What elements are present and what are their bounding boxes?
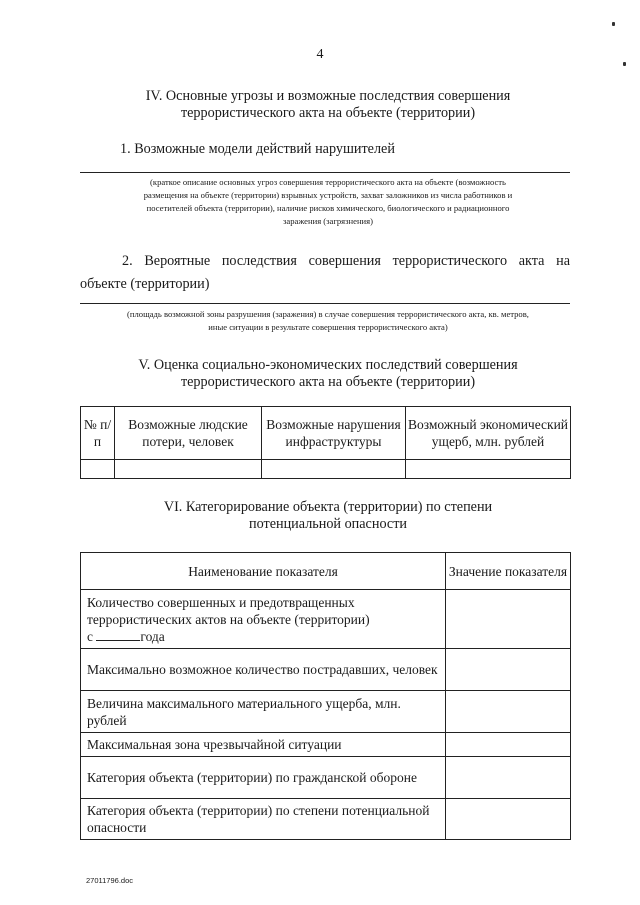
indicator-value[interactable] bbox=[446, 691, 571, 733]
indicator-value[interactable] bbox=[446, 590, 571, 649]
scan-mark bbox=[623, 62, 626, 66]
fill-line bbox=[80, 172, 570, 173]
indicator-value[interactable] bbox=[446, 799, 571, 840]
table-row bbox=[81, 649, 571, 691]
item-1-note: (краткое описание основных угроз совершения террористического акта на объекте (возможность размещения на объекте (территории) взрывных устройств, захват заложников из числа работников и посетителей объекта (территории), наличие рисков химического, биологического и радиационного заражения (загрязнения) bbox=[143, 177, 513, 226]
section-5-title: V. Оценка социально-экономических последствий совершения террористического акта на объекте (территории) bbox=[138, 357, 518, 390]
section-6-title: VI. Категорирование объекта (территории) по степени потенциальной опасности bbox=[163, 499, 493, 532]
item-2-note: (площадь возможной зоны разрушения (заражения) в случае совершения террористического акта, кв. метров, иные ситуации в результате совершения террористического акта) bbox=[127, 309, 529, 332]
table-header-row bbox=[81, 553, 571, 590]
table-row bbox=[81, 590, 571, 649]
indicator-value[interactable] bbox=[446, 733, 571, 757]
table-row bbox=[81, 733, 571, 757]
indicator-name: Максимально возможное количество пострадавших, человек bbox=[81, 649, 446, 691]
col-header-infrastructure: Возможные нарушения инфраструктуры bbox=[262, 407, 406, 460]
table-cell[interactable] bbox=[81, 460, 115, 479]
col-header-losses: Возможные людские потери, человек bbox=[115, 407, 262, 460]
table-cell[interactable] bbox=[262, 460, 406, 479]
indicator-name: Категория объекта (территории) по гражданской обороне bbox=[81, 757, 446, 799]
indicator-name: Максимальная зона чрезвычайной ситуации bbox=[81, 733, 446, 757]
col-header-indicator: Наименование показателя bbox=[81, 553, 446, 590]
table-row bbox=[81, 757, 571, 799]
page-number: 4 bbox=[316, 47, 324, 62]
table-row bbox=[81, 691, 571, 733]
year-blank[interactable] bbox=[96, 628, 140, 641]
indicator-value[interactable] bbox=[446, 649, 571, 691]
item-2-title: 2. Вероятные последствия совершения террористического акта на объекте (территории) bbox=[80, 253, 570, 292]
table-cell[interactable] bbox=[406, 460, 571, 479]
file-name: 27011796.doc bbox=[86, 876, 133, 885]
table-row bbox=[81, 460, 571, 479]
indicator-name: Категория объекта (территории) по степени потенциальной опасности bbox=[81, 799, 446, 840]
section-4-title: IV. Основные угрозы и возможные последствия совершения террористического акта на объекте (территории) bbox=[145, 88, 511, 121]
consequences-table bbox=[80, 406, 571, 479]
indicator-value[interactable] bbox=[446, 757, 571, 799]
item-1-title: 1. Возможные модели действий нарушителей bbox=[120, 141, 395, 157]
table-row bbox=[81, 799, 571, 840]
col-header-number: № п/п bbox=[81, 407, 115, 460]
scan-mark bbox=[612, 22, 615, 26]
table-cell[interactable] bbox=[115, 460, 262, 479]
col-header-damage: Возможный экономический ущерб, млн. рублей bbox=[406, 407, 571, 460]
col-header-value: Значение показателя bbox=[446, 553, 571, 590]
categorization-table bbox=[80, 552, 571, 840]
fill-line bbox=[80, 303, 570, 304]
indicator-name: Величина максимального материального ущерба, млн. рублей bbox=[81, 691, 446, 733]
indicator-name: Количество совершенных и предотвращенных террористических актов на объекте (территории) с года bbox=[81, 590, 446, 649]
table-header-row bbox=[81, 407, 571, 460]
